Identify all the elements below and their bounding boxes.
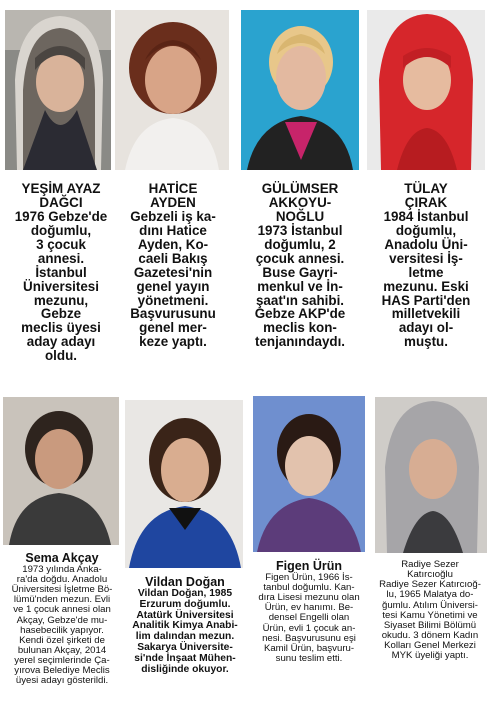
profile-bio: Radiye Sezer Katırcıoğ- lu, 1965 Malatya do- ğumlu. Atılım Üniversi- tesi Kamu Yönetimi ve Siyaset Bilimi Bölümü okudu. 3 dönem Kadın Kolları Genel Merkezi MYK üyeliği yaptı. <box>379 579 481 662</box>
profile-name: Sema Akçay <box>25 551 99 565</box>
profile-hatice-ayden <box>112 182 234 349</box>
photo-figen-urun <box>253 396 365 552</box>
profile-name: Figen Ürün <box>276 559 342 573</box>
photo-hatice-ayden <box>115 10 229 170</box>
profile-radiye-sezer-katircioglu <box>370 560 490 662</box>
profile-bio: 1973 yılında Anka- ra'da doğdu. Anadolu Üniversitesi İşletme Bö- lümü'nden mezun. Evli ve 1 çocuk annesi olan Akçay, Gebze'de mu- hasebecilik yapıyor. Kendi özel şirketi de bulunan Akçay, 2014 yerel seçimlerinde Ça- yırova Belediye Meclis üyesi adayı gösterildi. <box>11 563 113 687</box>
profile-name: GÜLÜMSER AKKOYU- NOĞLU <box>261 181 339 224</box>
photo-sema-akcay <box>3 397 119 545</box>
photo-radiye-sezer-katircioglu <box>375 397 487 553</box>
profile-bio: 1976 Gebze'de doğumlu, 3 çocuk annesi. İstanbul Üniversitesi mezunu, Gebze meclis üyesi aday adayı oldu. <box>14 208 108 364</box>
profile-sema-akcay <box>0 552 124 687</box>
profile-bio: 1973 İstanbul doğumlu, 2 çocuk annesi. Buse Gayri- menkul ve İn- şaat'ın sahibi. Gebze AKP'de meclis kon- tenjanındaydı. <box>254 222 346 350</box>
photo-yesim-ayaz-dagci <box>5 10 111 170</box>
photo-vildan-dogan <box>125 400 243 568</box>
profile-gulumser-akkoyunoglu <box>238 182 362 349</box>
profile-bio: Vildan Doğan, 1985 Erzurum doğumlu. Atatürk Üniversitesi Analitik Kimya Anabi- lim dalından mezun. Sakarya Üniversite- si'nde İnşaat Mühen- disliğinde okuyor. <box>132 587 238 676</box>
profile-name: Vildan Doğan <box>145 575 225 589</box>
profile-name: Radiye Sezer Katırcıoğlu <box>401 559 459 581</box>
profile-tulay-cirak <box>364 182 488 349</box>
profile-name: YEŞİM AYAZ DAĞCI <box>21 181 101 210</box>
profile-vildan-dogan <box>122 576 248 676</box>
profile-bio: Figen Ürün, 1966 İs- tanbul doğumlu. Kan- dıra Lisesi mezunu olan Ürün, ev hanımı. Be- densel Engelli olan Ürün, evli 1 çocuk an- nesi. Başvurusunu eşi Kamil Ürün, başvuru- sunu teslim etti. <box>258 571 360 664</box>
photo-gulumser-akkoyunoglu <box>241 10 359 170</box>
profile-figen-urun <box>250 560 368 664</box>
photo-tulay-cirak <box>367 10 485 170</box>
profile-bio: 1984 İstanbul doğumlu, Anadolu Üni- versitesi İş- letme mezunu. Eski HAS Parti'den milletvekili adayı ol- muştu. <box>381 208 471 350</box>
profile-yesim-ayaz-dagci <box>0 182 122 363</box>
profile-bio: Gebzeli iş ka- dını Hatice Ayden, Ko- caeli Bakış Gazetesi'nin genel yayın yönetmeni. Başvurusunu genel mer- keze yaptı. <box>130 208 216 350</box>
profile-name: HATİCE AYDEN <box>148 181 198 210</box>
profile-name: TÜLAY ÇIRAK <box>404 181 448 210</box>
